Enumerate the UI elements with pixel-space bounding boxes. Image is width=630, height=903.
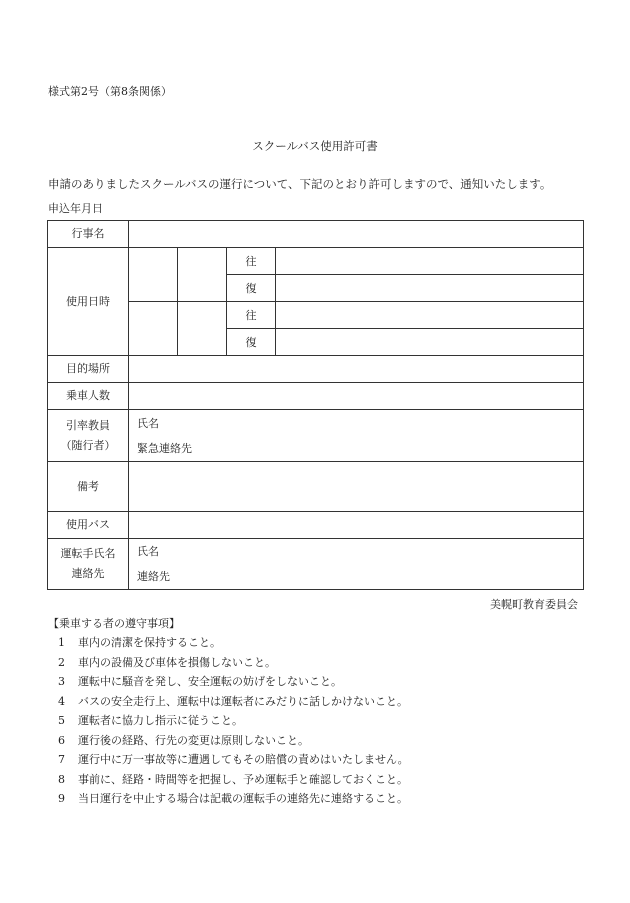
- driver-name-label: 氏名: [137, 545, 159, 558]
- rule-text: 運行中に万一事故等に遭遇してもその賠償の責めはいたしません。: [78, 753, 409, 766]
- driver-label-line1: 運転手氏名: [60, 547, 116, 560]
- usage-date-field-2b[interactable]: [178, 302, 227, 356]
- row-passengers: [48, 383, 584, 410]
- outbound-time-field-2[interactable]: [276, 302, 584, 329]
- rule-item: [58, 692, 409, 712]
- rule-number: 5: [58, 714, 65, 727]
- rule-number: 4: [58, 694, 65, 708]
- rule-text: 車内の清潔を保持すること。: [78, 636, 221, 649]
- row-usage-1-outbound: [48, 248, 584, 275]
- rule-text: バスの安全走行上、運転中は運転者にみだりに話しかけないこと。: [78, 694, 408, 708]
- teacher-label: [48, 410, 129, 462]
- remarks-label: 備考: [48, 462, 129, 512]
- form-number: 様式第2号（第8条関係）: [48, 85, 172, 98]
- outbound-label-2: 往: [227, 302, 276, 329]
- outbound-label-1: 往: [227, 248, 276, 275]
- rule-text: 運転者に協力し指示に従うこと。: [78, 714, 243, 727]
- teacher-label-line1: 引率教員: [66, 418, 110, 432]
- rule-item: [58, 672, 409, 692]
- row-bus: [48, 512, 584, 539]
- destination-field[interactable]: [129, 356, 584, 383]
- rule-item: [58, 633, 409, 653]
- teacher-name-label: 氏名: [137, 416, 159, 430]
- rules-list: [58, 633, 409, 809]
- usage-date-field-1a[interactable]: [129, 248, 178, 302]
- application-date-label: 申込年月日: [48, 202, 103, 215]
- outbound-time-field-1[interactable]: [276, 248, 584, 275]
- usage-date-field-2a[interactable]: [129, 302, 178, 356]
- passengers-label: 乗車人数: [48, 383, 129, 410]
- rule-number: 7: [58, 753, 65, 766]
- teacher-emergency-contact-label: 緊急連絡先: [137, 441, 192, 455]
- event-name-label: 行事名: [48, 221, 129, 248]
- return-time-field-2[interactable]: [276, 329, 584, 356]
- rule-item: [58, 770, 409, 790]
- bus-used-label: 使用バス: [48, 512, 129, 539]
- passengers-field[interactable]: [129, 383, 584, 410]
- rules-heading: 【乗車する者の遵守事項】: [48, 617, 180, 630]
- rule-text: 事前に、経路・時間等を把握し、予め運転手と確認しておくこと。: [78, 772, 408, 786]
- return-label-1: 復: [227, 275, 276, 302]
- rule-text: 当日運行を中止する場合は記載の運転手の連絡先に連絡すること。: [78, 792, 408, 805]
- bus-used-field[interactable]: [129, 512, 584, 539]
- row-usage-2-outbound: [48, 302, 584, 329]
- rule-item: [58, 750, 409, 770]
- rule-text: 車内の設備及び車体を損傷しないこと。: [78, 655, 276, 669]
- return-time-field-1[interactable]: [276, 275, 584, 302]
- teacher-field[interactable]: [129, 410, 584, 462]
- rule-number: 8: [58, 772, 65, 786]
- document-title: スクールバス使用許可書: [252, 139, 378, 153]
- rule-number: 1: [58, 636, 65, 649]
- rule-text: 運行後の経路、行先の変更は原則しないこと。: [78, 733, 309, 747]
- row-remarks: [48, 462, 584, 512]
- rule-number: 6: [58, 733, 65, 747]
- usage-date-field-1b[interactable]: [178, 248, 227, 302]
- usage-datetime-label: 使用日時: [48, 248, 129, 356]
- row-event-name: [48, 221, 584, 248]
- row-teacher: [48, 410, 584, 462]
- driver-label: [48, 539, 129, 590]
- driver-contact-label: 連絡先: [137, 570, 170, 583]
- rule-item: [58, 789, 409, 809]
- return-label-2: 復: [227, 329, 276, 356]
- rule-item: [58, 653, 409, 673]
- rule-number: 9: [58, 792, 65, 805]
- rule-number: 3: [58, 675, 65, 688]
- education-board-name: 美幌町教育委員会: [490, 598, 578, 611]
- event-name-field[interactable]: [129, 221, 584, 248]
- driver-field[interactable]: [129, 539, 584, 590]
- row-destination: [48, 356, 584, 383]
- remarks-field[interactable]: [129, 462, 584, 512]
- destination-label: 目的場所: [48, 356, 129, 383]
- rule-text: 運転中に騒音を発し、安全運転の妨げをしないこと。: [78, 675, 342, 688]
- teacher-label-line2: （随行者）: [60, 438, 116, 452]
- intro-text: 申請のありましたスクールバスの運行について、下記のとおり許可しますので、通知いたします。: [48, 177, 552, 191]
- row-driver: [48, 539, 584, 590]
- driver-label-line2: 連絡先: [71, 567, 105, 580]
- rule-item: [58, 711, 409, 731]
- rule-number: 2: [58, 655, 65, 669]
- permit-form-table: [47, 220, 584, 590]
- rule-item: [58, 731, 409, 751]
